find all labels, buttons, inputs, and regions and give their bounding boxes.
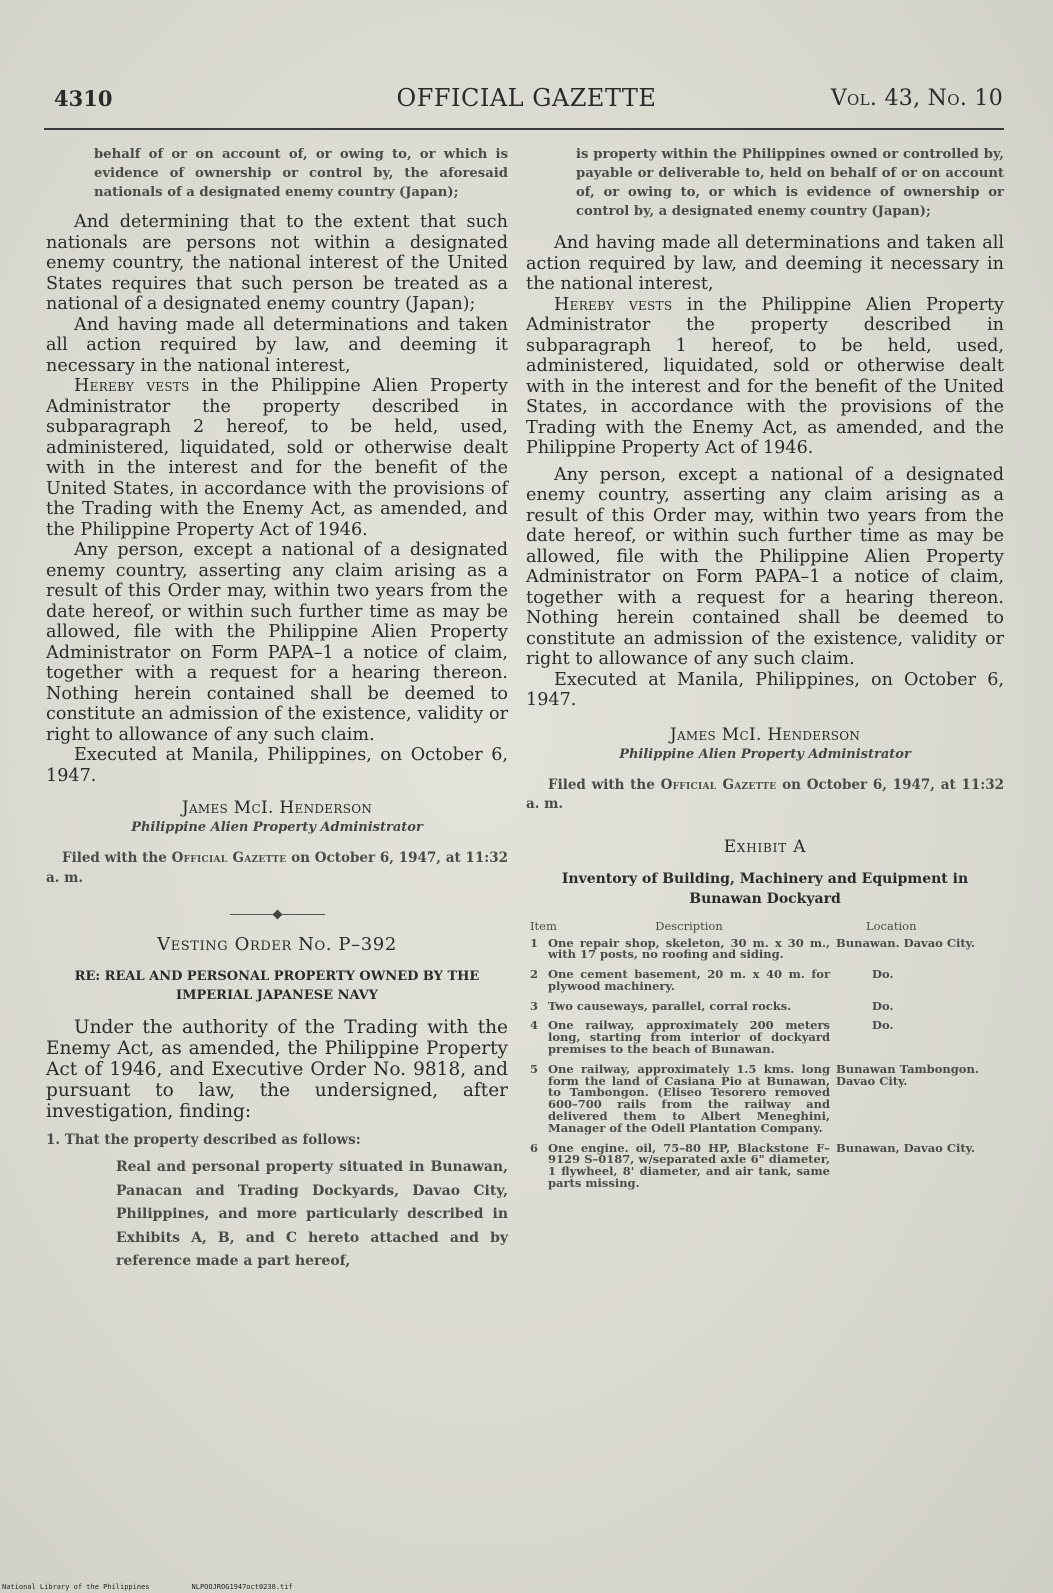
row-description: One railway, approximately 200 meters long, starting from interior of dockyard premises to the beach of Bunawan. — [548, 1018, 830, 1057]
row-location: Bunawan, Davao City. — [836, 1140, 976, 1155]
table-row — [526, 1020, 1016, 1063]
row-location: Do. — [872, 1018, 894, 1033]
vesting-order-subject: RE: REAL AND PERSONAL PROPERTY OWNED BY THE IMPERIAL JAPANESE NAVY — [74, 969, 480, 1003]
row-location: Do. — [872, 998, 894, 1013]
left-para-vests — [46, 376, 508, 540]
right-quote: is property within the Philippines owned or controlled by, payable or deliverable to, held on behalf of or on account of, or owing to, or which is evidence of ownership or control by, a designated enemy country (Japan); — [576, 147, 1004, 219]
volume-label: Vol. 43, No. 10 — [830, 86, 1003, 111]
row-description: One railway, approximately 1.5 kms. long form the land of Casiana Pio at Bunawan, to Tambongon. (Eliseo Tesorero removed 600–700 rails from the railway and delivered them to Albert Meneghini, Manager of the Odell Plantation Company. — [548, 1061, 830, 1135]
right-para-determinations: And having made all determinations and taken all action required by law, and deeming it necessary in the national interest, — [526, 233, 1004, 294]
right-para-vests — [526, 295, 1004, 459]
left-para-executed: Executed at Manila, Philippines, on October 6, 1947. — [46, 745, 508, 786]
row-location: Bunawan. Davao City. — [836, 935, 976, 950]
scan-footer — [2, 1583, 335, 1591]
left-para-determining: And determining that to the extent that such nationals are persons not within a designated enemy country, the national interest of the United States requires that such person be treated as a national of a designated enemy country (Japan); — [46, 212, 508, 314]
exhibit-title: Exhibit A — [723, 836, 807, 857]
col-header-location: Location — [866, 918, 917, 933]
inventory-table — [526, 919, 1016, 1198]
right-signer: James McI. Henderson — [669, 724, 861, 745]
header-rule — [44, 128, 1004, 130]
left-signer-title: Philippine Alien Property Administrator — [131, 820, 423, 835]
right-filed-note: Filed with the Official Gazette on October 6, 1947, at 11:32 a. m. — [526, 776, 1004, 812]
row-number: 6 — [530, 1140, 539, 1155]
row-location: Do. — [872, 967, 894, 982]
row-description: One engine. oil, 75–80 HP, Blackstone F–9129 S–0187, w/separated axle 6" diameter, 1 flywheel, 8' diameter, and air tank, same parts missing. — [548, 1140, 830, 1191]
footer-library: National Library of the Philippines — [2, 1583, 150, 1591]
table-row — [526, 969, 1016, 1001]
right-para-claim: Any person, except a national of a designated enemy country, asserting any claim arising as a result of this Order may, within two years from the date hereof, or within such further time as may be allowed, file with the Philippine Alien Property Administrator on Form PAPA–1 a notice of claim, together with a request for a hearing thereon. Nothing herein contained shall be deemed to constitute an admission of the existence, validity or right to allowance of any such claim. — [526, 464, 1004, 669]
vests-lead: Hereby vests — [554, 294, 673, 315]
row-number: 1 — [530, 935, 539, 950]
vests-text: in the Philippine Alien Property Administrator the property described in subparagraph 1 hereof, to be held, used, administered, liquidated, sold or otherwise dealt with in the interest and for the benefit of the United States, in accordance with the provisions of the Trading with the Enemy Act, as amended, and the Philippine Property Act of 1946. — [526, 294, 1004, 458]
page-number: 4310 — [54, 86, 113, 111]
row-number: 2 — [530, 967, 539, 982]
row-description: One repair shop, skeleton, 30 m. x 30 m., with 17 posts, no roofing and siding. — [548, 935, 830, 962]
right-column — [526, 145, 1004, 1198]
row-number: 5 — [530, 1061, 539, 1076]
right-signer-title: Philippine Alien Property Administrator — [619, 746, 911, 762]
left-filed-note: Filed with the Official Gazette on October 6, 1947, at 11:32 a. m. — [46, 850, 508, 886]
left-para-claim: Any person, except a national of a designated enemy country, asserting any claim arising as a result of this Order may, within two years from the date hereof, or within such further time as may be allowed, file with the Philippine Alien Property Administrator on Form PAPA–1 a notice of claim, together with a request for a hearing thereon. Nothing herein contained shall be deemed to constitute an admission of the existence, validity or right to allowance of any such claim. — [46, 540, 508, 745]
row-description: Two causeways, parallel, corral rocks. — [548, 998, 792, 1013]
table-header-row — [526, 919, 1016, 938]
footer-file: NLPOOJROG1947oct0238.tif — [191, 1583, 293, 1591]
table-row — [526, 1143, 1016, 1198]
vests-text: in the Philippine Alien Property Administrator the property described in subparagraph 2 hereof, to be held, used, administered, liquidated, sold or otherwise dealt with in the interest and for the benefit of the United States, in accordance with the provisions of the Trading with the Enemy Act, as amended, and the Philippine Property Act of 1946. — [46, 376, 508, 540]
right-para-executed: Executed at Manila, Philippines, on October 6, 1947. — [526, 669, 1004, 710]
vests-lead: Hereby vests — [74, 376, 190, 396]
finding-item-1: 1. That the property described as follows: — [46, 1132, 361, 1148]
col-header-description: Description — [655, 918, 723, 933]
finding-item-1-quote: Real and personal property situated in Bunawan, Panacan and Trading Dockyards, Davao City, Philippines, and more particularly described in Exhibits A, B, and C hereto attached and by reference made a part hereof, — [116, 1159, 508, 1269]
vesting-order-title: Vesting Order No. P–392 — [157, 934, 397, 955]
inventory-title: Inventory of Building, Machinery and Equipment in Bunawan Dockyard — [561, 870, 969, 907]
table-row — [526, 938, 1016, 970]
row-number: 3 — [530, 998, 539, 1013]
table-row — [526, 1064, 1016, 1143]
row-description: One cement basement, 20 m. x 40 m. for plywood machinery. — [548, 967, 830, 993]
section-ornament — [46, 904, 508, 920]
authority-para: Under the authority of the Trading with the Enemy Act, as amended, the Philippine Property Act of 1946, and Executive Order No. 9818, and pursuant to law, the undersigned, after investigation, finding: — [46, 1017, 508, 1122]
left-quote: behalf of or on account of, or owing to, or which is evidence of ownership or control by, the aforesaid nationals of a designated enemy country (Japan); — [94, 147, 508, 200]
col-header-item: Item — [530, 918, 557, 933]
publication-title: OFFICIAL GAZETTE — [396, 84, 657, 112]
row-location: Bunawan Tambongon. Davao City. — [836, 1061, 979, 1088]
left-signer: James McI. Henderson — [181, 798, 373, 818]
left-para-determinations: And having made all determinations and taken all action required by law, and deeming it necessary in the national interest, — [46, 314, 508, 376]
row-number: 4 — [530, 1018, 539, 1033]
left-column — [46, 145, 508, 1274]
